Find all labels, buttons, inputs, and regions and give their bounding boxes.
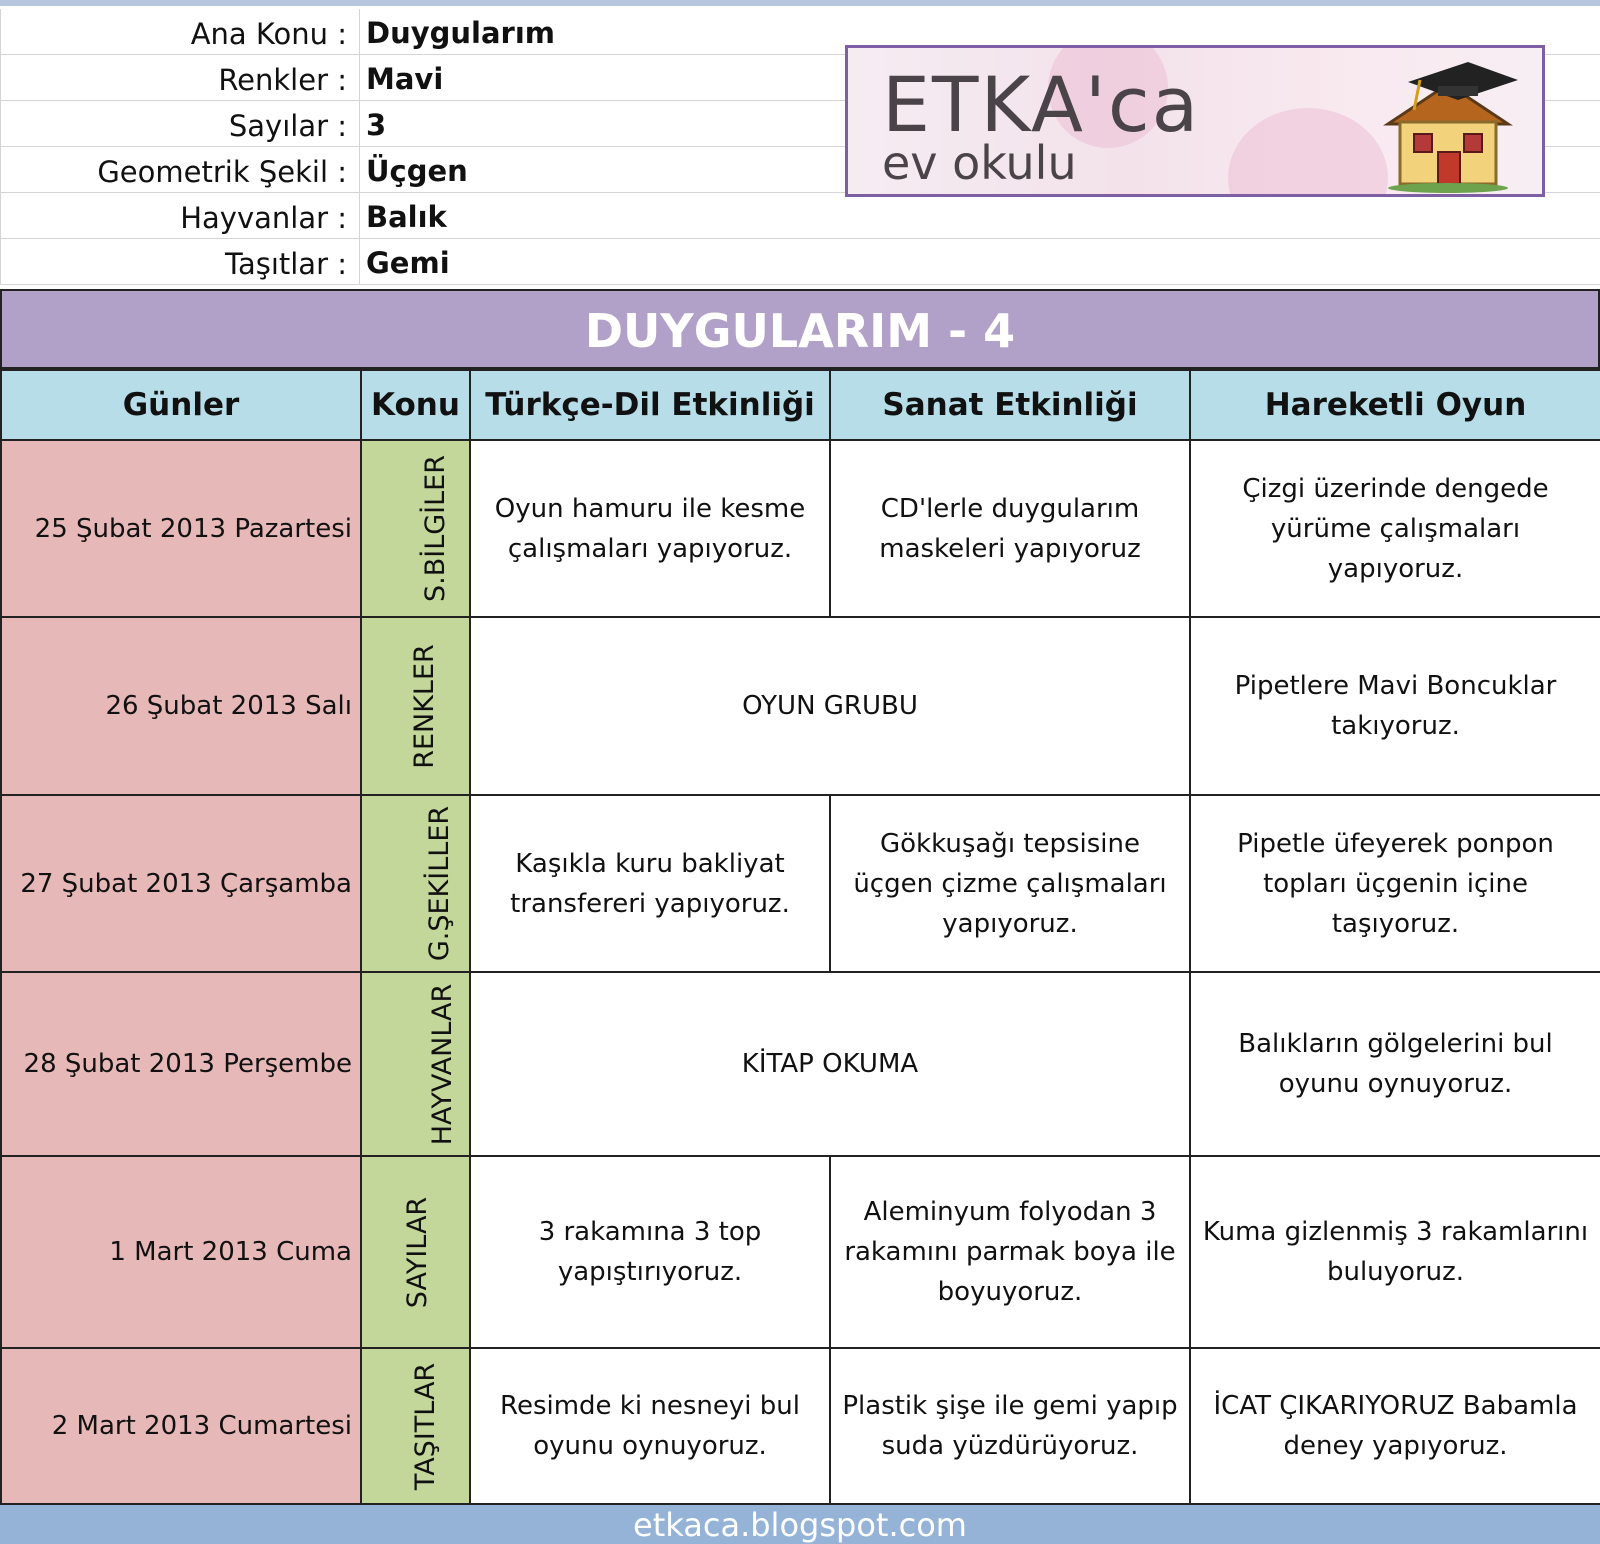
day-cell: 27 Şubat 2013 Çarşamba: [1, 795, 361, 972]
info-label: Ana Konu :: [0, 9, 360, 55]
konu-label: S.BİLGİLER: [420, 455, 451, 602]
konu-label: G.ŞEKİLLER: [424, 805, 456, 962]
merged-activity-cell: OYUN GRUBU: [470, 617, 1190, 795]
day-cell: 1 Mart 2013 Cuma: [1, 1156, 361, 1348]
info-value: Duygularım: [366, 16, 555, 50]
etkaca-logo: [845, 45, 1545, 197]
info-value: Gemi: [366, 246, 450, 280]
turkce-cell: Resimde ki nesneyi bul oyunu oynuyoruz.: [470, 1348, 830, 1504]
footer-url[interactable]: etkaca.blogspot.com: [0, 1505, 1600, 1544]
konu-label: RENKLER: [408, 643, 440, 769]
hareketli-cell: Balıkların gölgelerini bul oyunu oynuyoruz.: [1190, 972, 1600, 1156]
info-value: Mavi: [366, 62, 444, 96]
page-title: DUYGULARIM - 4: [0, 289, 1600, 369]
konu-label: HAYVANLAR: [427, 983, 459, 1145]
konu-cell: [361, 1156, 470, 1348]
info-label: Taşıtlar :: [0, 239, 360, 285]
hareketli-cell: Çizgi üzerinde dengede yürüme çalışmaları yapıyoruz.: [1190, 440, 1600, 617]
info-label: Geometrik Şekil :: [0, 147, 360, 193]
sanat-cell: Aleminyum folyodan 3 rakamını parmak boya ile boyuyoruz.: [830, 1156, 1190, 1348]
sanat-cell: Plastik şişe ile gemi yapıp suda yüzdürüyoruz.: [830, 1348, 1190, 1504]
hareketli-cell: Kuma gizlenmiş 3 rakamlarını buluyoruz.: [1190, 1156, 1600, 1348]
column-header-sanat: Sanat Etkinliği: [830, 370, 1190, 440]
hareketli-cell: Pipetlere Mavi Boncuklar takıyoruz.: [1190, 617, 1600, 795]
konu-cell: [361, 1348, 470, 1504]
day-cell: 28 Şubat 2013 Perşembe: [1, 972, 361, 1156]
table-row: [1, 440, 1600, 617]
day-cell: 25 Şubat 2013 Pazartesi: [1, 440, 361, 617]
column-header-turkce-dil: Türkçe-Dil Etkinliği: [470, 370, 830, 440]
column-header-hareketli-oyun: Hareketli Oyun: [1190, 370, 1600, 440]
logo-subtitle: ev okulu: [882, 136, 1077, 190]
info-row-hayvanlar: [0, 193, 1600, 239]
konu-cell: [361, 972, 470, 1156]
hareketli-cell: İCAT ÇIKARIYORUZ Babamla deney yapıyoruz.: [1190, 1348, 1600, 1504]
school-house-icon: [1368, 54, 1528, 194]
top-border: [0, 0, 1600, 6]
sanat-cell: CD'lerle duygularım maskeleri yapıyoruz: [830, 440, 1190, 617]
table-row: [1, 795, 1600, 972]
info-label: Hayvanlar :: [0, 193, 360, 239]
konu-cell: [361, 795, 470, 972]
turkce-cell: 3 rakamına 3 top yapıştırıyoruz.: [470, 1156, 830, 1348]
table-header-row: [1, 370, 1600, 440]
day-cell: 2 Mart 2013 Cumartesi: [1, 1348, 361, 1504]
table-row: [1, 1156, 1600, 1348]
info-value: Balık: [366, 200, 447, 234]
info-label: Sayılar :: [0, 101, 360, 147]
info-value: Üçgen: [366, 154, 468, 188]
day-cell: 26 Şubat 2013 Salı: [1, 617, 361, 795]
table-row: [1, 972, 1600, 1156]
info-label: Renkler :: [0, 55, 360, 101]
column-header-gunler: Günler: [1, 370, 361, 440]
table-row: [1, 617, 1600, 795]
konu-label: TAŞITLAR: [410, 1362, 442, 1490]
merged-activity-cell: KİTAP OKUMA: [470, 972, 1190, 1156]
konu-label: SAYILAR: [402, 1196, 434, 1308]
weekly-plan-table: [0, 369, 1600, 1505]
turkce-cell: Kaşıkla kuru bakliyat transfereri yapıyoruz.: [470, 795, 830, 972]
column-header-konu: Konu: [361, 370, 470, 440]
turkce-cell: Oyun hamuru ile kesme çalışmaları yapıyoruz.: [470, 440, 830, 617]
sanat-cell: Gökkuşağı tepsisine üçgen çizme çalışmaları yapıyoruz.: [830, 795, 1190, 972]
info-value: 3: [366, 108, 387, 142]
table-row: [1, 1348, 1600, 1504]
konu-cell: [361, 617, 470, 795]
hareketli-cell: Pipetle üfeyerek ponpon topları üçgenin içine taşıyoruz.: [1190, 795, 1600, 972]
konu-cell: [361, 440, 470, 617]
info-row-tasitlar: [0, 239, 1600, 285]
logo-brand: ETKA'ca: [882, 60, 1201, 149]
